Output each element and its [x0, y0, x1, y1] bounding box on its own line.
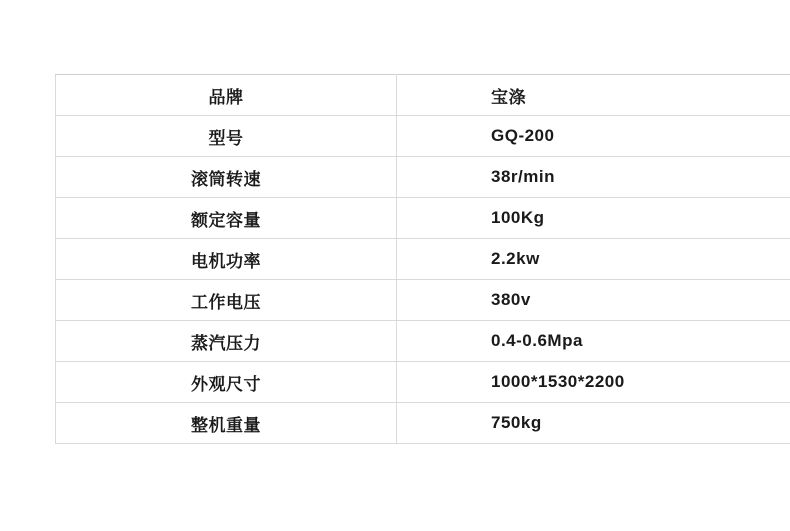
spec-label: 型号	[56, 116, 397, 157]
table-row	[56, 75, 790, 116]
spec-label: 滚筒转速	[56, 157, 397, 198]
spec-value: 38r/min	[397, 157, 790, 198]
table-row	[56, 157, 790, 198]
spec-value: GQ-200	[397, 116, 790, 157]
table-row	[56, 198, 790, 239]
table-body	[56, 75, 790, 444]
spec-label: 整机重量	[56, 403, 397, 444]
spec-label: 额定容量	[56, 198, 397, 239]
spec-value: 1000*1530*2200	[397, 362, 790, 403]
spec-value: 100Kg	[397, 198, 790, 239]
table-row	[56, 239, 790, 280]
table-row	[56, 321, 790, 362]
spec-value: 380v	[397, 280, 790, 321]
spec-value: 750kg	[397, 403, 790, 444]
spec-value: 2.2kw	[397, 239, 790, 280]
specification-table	[55, 74, 790, 444]
spec-label: 外观尺寸	[56, 362, 397, 403]
table-row	[56, 116, 790, 157]
spec-label: 电机功率	[56, 239, 397, 280]
table-row	[56, 280, 790, 321]
spec-value: 0.4-0.6Mpa	[397, 321, 790, 362]
table-row	[56, 403, 790, 444]
spec-label: 工作电压	[56, 280, 397, 321]
spec-value: 宝涤	[397, 75, 790, 116]
table-row	[56, 362, 790, 403]
spec-label: 品牌	[56, 75, 397, 116]
spec-label: 蒸汽压力	[56, 321, 397, 362]
